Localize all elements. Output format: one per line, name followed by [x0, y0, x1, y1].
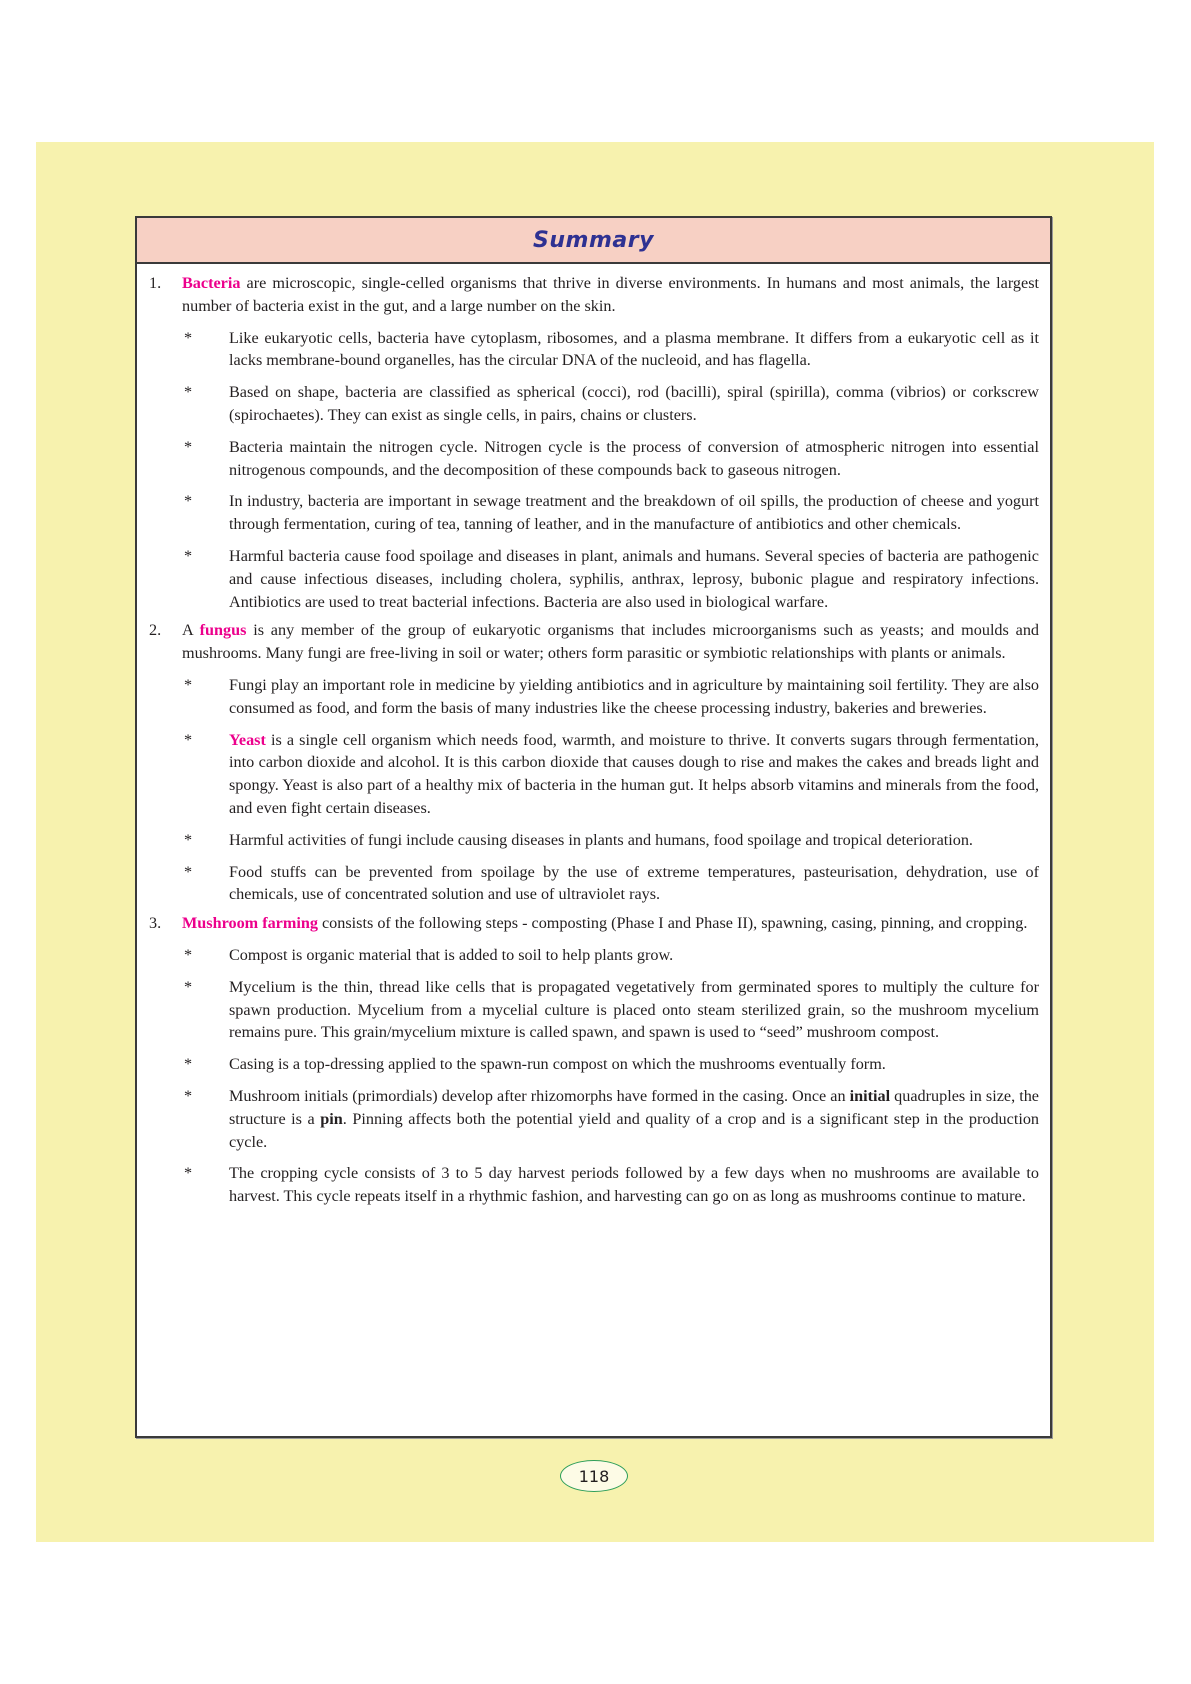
item-number: 3.	[149, 914, 162, 933]
bullet-item: * Fungi play an important role in medicine by yielding antibiotics and in agriculture by maintaining soil fertility. They are also consumed as food, and form the basis of many industries like the cheese processing industry, bakeries and breweries.	[182, 674, 1039, 720]
item-paragraph: A fungus is any member of the group of eukaryotic organisms that includes microorganisms such as yeasts; and moulds and mushrooms. Many fungi are free-living in soil or water; others form parasitic or symbiotic relationships with plants or animals.	[182, 621, 1040, 663]
item-paragraph: Bacteria are microscopic, single-celled organisms that thrive in diverse environments. In humans and most animals, the largest number of bacteria exist in the gut, and a large number on the skin.	[182, 274, 1039, 315]
asterisk-bullet-icon: *	[184, 492, 193, 511]
bullet-item: * The cropping cycle consists of 3 to 5 day harvest periods followed by a few days when no mushrooms are available to harvest. This cycle repeats itself in a rhythmic fashion, and harvesting can go on as long as mushrooms continue to mature.	[182, 1162, 1039, 1208]
page-number: 118	[578, 1466, 610, 1486]
asterisk-bullet-icon: *	[184, 437, 193, 456]
item-paragraph: Mushroom farming consists of the following steps - composting (Phase I and Phase II), spawning, casing, pinning, and cropping.	[182, 914, 1028, 933]
page-number-badge	[560, 1460, 628, 1492]
bullet-item: * Based on shape, bacteria are classified as spherical (cocci), rod (bacilli), spiral (spirilla), comma (vibrios) or corkscrew (spirochaetes). They can exist as single cells, in pairs, chains or clusters.	[182, 381, 1039, 427]
item-number: 2.	[149, 621, 162, 640]
bullet-item: * Bacteria maintain the nitrogen cycle. Nitrogen cycle is the process of conversion of atmospheric nitrogen into essential nitrogenous compounds, and the decomposition of these compounds back to gaseous nitrogen.	[182, 436, 1039, 482]
summary-item-bacteria	[149, 272, 1039, 318]
keyword-fungus: fungus	[199, 621, 247, 640]
asterisk-bullet-icon: *	[184, 862, 193, 881]
summary-item-mushroom-farming	[149, 912, 1039, 935]
keyword-yeast: Yeast	[229, 730, 266, 749]
bullet-item: * Compost is organic material that is added to soil to help plants grow.	[182, 944, 1039, 967]
bullet-item: * Food stuffs can be prevented from spoilage by the use of extreme temperatures, pasteurisation, dehydration, use of chemicals, use of concentrated solution and use of ultraviolet rays.	[182, 861, 1039, 907]
summary-box	[135, 216, 1052, 1438]
bullet-item: * Mycelium is the thin, thread like cells that is propagated vegetatively from germinated spores to multiply the culture for spawn production. Mycelium from a mycelial culture is placed onto steam sterilized grain, so the mushroom mycelium remains pure. This grain/mycelium mixture is called spawn, and spawn is used to “seed” mushroom compost.	[182, 976, 1039, 1044]
keyword-mushroom-farming: Mushroom farming	[182, 914, 318, 933]
term-initial: initial	[849, 1086, 891, 1105]
summary-title: Summary	[533, 227, 654, 253]
asterisk-bullet-icon: *	[184, 546, 193, 565]
bullet-item: * Like eukaryotic cells, bacteria have cytoplasm, ribosomes, and a plasma membrane. It differs from a eukaryotic cell as it lacks membrane-bound organelles, has the circular DNA of the nucleoid, and has flagella.	[182, 327, 1039, 373]
bullet-item: * Harmful bacteria cause food spoilage and diseases in plant, animals and humans. Several species of bacteria are pathogenic and cause infectious diseases, including cholera, syphilis, anthrax, leprosy, bubonic plague and respiratory infections. Antibiotics are used to treat bacterial infections. Bacteria are also used in biological warfare.	[182, 545, 1039, 613]
asterisk-bullet-icon: *	[184, 830, 193, 849]
term-pin: pin	[320, 1109, 343, 1128]
bullet-item: * Harmful activities of fungi include causing diseases in plants and humans, food spoilage and tropical deterioration.	[182, 829, 1039, 852]
asterisk-bullet-icon: *	[184, 730, 193, 749]
asterisk-bullet-icon: *	[184, 675, 193, 694]
keyword-bacteria: Bacteria	[182, 274, 241, 292]
asterisk-bullet-icon: *	[184, 1055, 193, 1074]
item-number: 1.	[149, 274, 162, 292]
asterisk-bullet-icon: *	[184, 1164, 193, 1183]
asterisk-bullet-icon: *	[184, 383, 193, 402]
asterisk-bullet-icon: *	[184, 977, 193, 996]
summary-header	[137, 218, 1050, 264]
asterisk-bullet-icon: *	[184, 945, 193, 964]
asterisk-bullet-icon: *	[184, 1086, 193, 1105]
bullet-item: * Casing is a top-dressing applied to the spawn-run compost on which the mushrooms eventually form.	[182, 1053, 1039, 1076]
summary-content	[137, 264, 1050, 1208]
asterisk-bullet-icon: *	[184, 328, 193, 347]
bullet-item: * Yeast is a single cell organism which needs food, warmth, and moisture to thrive. It converts sugars through fermentation, into carbon dioxide and alcohol. It is this carbon dioxide that causes dough to rise and makes the cakes and breads light and spongy. Yeast is also part of a healthy mix of bacteria in the human gut. It helps absorb vitamins and minerals from the food, and even fight certain diseases.	[182, 729, 1039, 820]
bullet-item: * In industry, bacteria are important in sewage treatment and the breakdown of oil spills, the production of cheese and yogurt through fermentation, curing of tea, tanning of leather, and in the manufacture of antibiotics and other chemicals.	[182, 490, 1039, 536]
bullet-item: * Mushroom initials (primordials) develop after rhizomorphs have formed in the casing. Once an initial quadruples in size, the structure is a pin. Pinning affects both the potential yield and quality of a crop and is a significant step in the production cycle.	[182, 1085, 1039, 1153]
summary-item-fungus	[149, 619, 1039, 665]
